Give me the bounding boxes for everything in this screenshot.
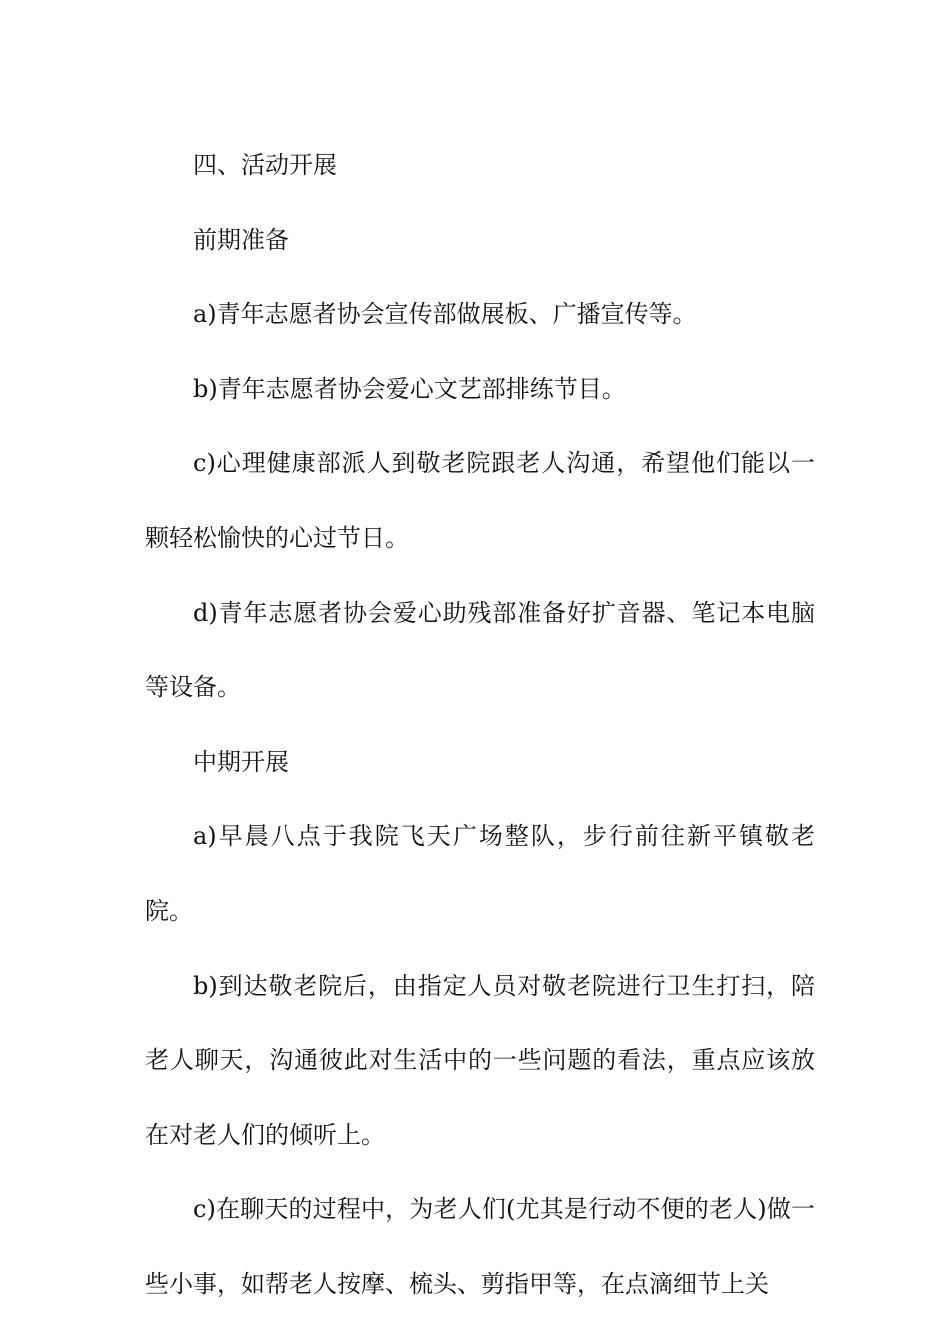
body-paragraph: a)早晨八点于我院飞天广场整队，步行前往新平镇敬老院。: [145, 822, 815, 925]
subsection-heading: 前期准备: [193, 225, 289, 254]
body-paragraph: c)心理健康部派人到敬老院跟老人沟通，希望他们能以一颗轻松愉快的心过节日。: [145, 449, 815, 552]
body-paragraph: a)青年志愿者协会宣传部做展板、广播宣传等。: [193, 300, 697, 329]
body-paragraph: b)到达敬老院后，由指定人员对敬老院进行卫生打扫，陪老人聊天，沟通彼此对生活中的一些问题的看法，重点应该放在对老人们的倾听上。: [145, 971, 815, 1149]
subsection-heading: 中期开展: [193, 747, 289, 776]
body-paragraph: b)青年志愿者协会爱心文艺部排练节目。: [193, 374, 626, 403]
document-body: [145, 128, 815, 1322]
body-paragraph: c)在聊天的过程中，为老人们(尤其是行动不便的老人)做一些小事，如帮老人按摩、梳头、剪指甲等，在点滴细节上关: [145, 1195, 815, 1298]
body-paragraph: d)青年志愿者协会爱心助残部准备好扩音器、笔记本电脑等设备。: [145, 598, 815, 702]
section-heading: 四、活动开展: [193, 151, 337, 179]
